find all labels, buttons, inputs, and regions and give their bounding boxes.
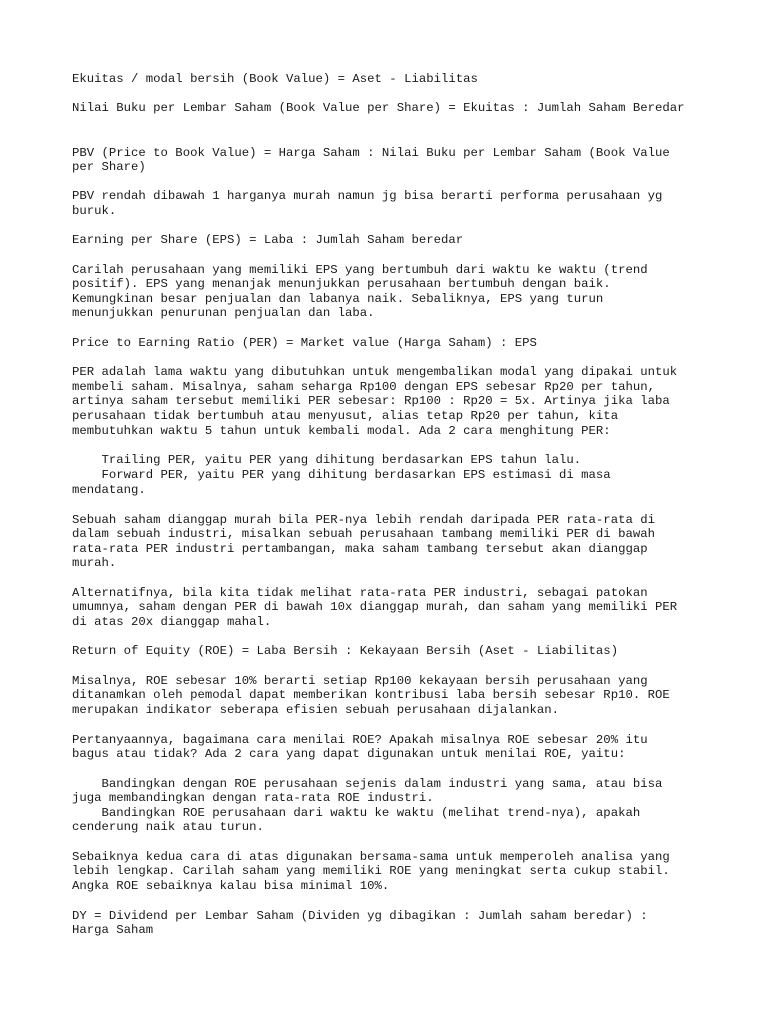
text-line: Earning per Share (EPS) = Laba : Jumlah Saham beredar: [72, 233, 464, 247]
text-line: per Share): [72, 160, 146, 174]
text-line: Harga Saham: [72, 923, 154, 937]
text-line: umumnya, saham dengan PER di bawah 10x dianggap murah, dan saham yang memiliki PER: [72, 600, 678, 614]
text-line: PBV rendah dibawah 1 harganya murah namun jg bisa berarti performa perusahaan yg: [72, 189, 663, 203]
text-line: Misalnya, ROE sebesar 10% berarti setiap Rp100 kekayaan bersih perusahaan yang: [72, 674, 648, 688]
text-line: Bandingkan dengan ROE perusahaan sejenis dalam industri yang sama, atau bisa: [72, 777, 663, 791]
text-line: di atas 20x dianggap mahal.: [72, 615, 272, 629]
text-line: Carilah perusahaan yang memiliki EPS yang bertumbuh dari waktu ke waktu (trend: [72, 263, 648, 277]
text-line: Trailing PER, yaitu PER yang dihitung berdasarkan EPS tahun lalu.: [72, 453, 582, 467]
text-line: PER adalah lama waktu yang dibutuhkan untuk mengembalikan modal yang dipakai untuk: [72, 365, 678, 379]
text-line: membutuhkan waktu 5 tahun untuk kembali modal. Ada 2 cara menghitung PER:: [72, 424, 611, 438]
text-line: Angka ROE sebaiknya kalau bisa minimal 10%.: [72, 879, 390, 893]
text-line: merupakan indikator seberapa efisien sebuah perusahaan dijalankan.: [72, 703, 560, 717]
text-line: Pertanyaannya, bagaimana cara menilai ROE? Apakah misalnya ROE sebesar 20% itu: [72, 733, 648, 747]
text-line: menunjukkan penurunan penjualan dan laba.: [72, 306, 375, 320]
text-line: rata-rata PER industri pertambangan, maka saham tambang tersebut akan dianggap: [72, 542, 648, 556]
text-line: Nilai Buku per Lembar Saham (Book Value per Share) = Ekuitas : Jumlah Saham Beredar: [72, 101, 685, 115]
text-line: cenderung naik atau turun.: [72, 820, 264, 834]
text-line: Ekuitas / modal bersih (Book Value) = Aset - Liabilitas: [72, 72, 478, 86]
text-line: ditanamkan oleh pemodal dapat memberikan kontribusi laba bersih sebesar Rp10. ROE: [72, 688, 670, 702]
text-line: perusahaan tidak bertumbuh atau menyusut, alias tetap Rp20 per tahun, kita: [72, 409, 619, 423]
text-line: buruk.: [72, 204, 117, 218]
text-line: lebih lengkap. Carilah saham yang memiliki ROE yang meningkat serta cukup stabil.: [72, 864, 670, 878]
text-line: DY = Dividend per Lembar Saham (Dividen yg dibagikan : Jumlah saham beredar) :: [72, 909, 648, 923]
text-line: Kemungkinan besar penjualan dan labanya naik. Sebaliknya, EPS yang turun: [72, 292, 604, 306]
text-line: Price to Earning Ratio (PER) = Market value (Harga Saham) : EPS: [72, 336, 537, 350]
text-line: Sebaiknya kedua cara di atas digunakan bersama-sama untuk memperoleh analisa yang: [72, 850, 670, 864]
text-line: Bandingkan ROE perusahaan dari waktu ke waktu (melihat trend-nya), apakah: [72, 806, 641, 820]
text-line: murah.: [72, 556, 117, 570]
text-line: artinya saham tersebut memiliki PER sebesar: Rp100 : Rp20 = 5x. Artinya jika laba: [72, 394, 670, 408]
text-line: PBV (Price to Book Value) = Harga Saham : Nilai Buku per Lembar Saham (Book Value: [72, 146, 670, 160]
text-line: Alternatifnya, bila kita tidak melihat rata-rata PER industri, sebagai patokan: [72, 586, 648, 600]
text-line: Return of Equity (ROE) = Laba Bersih : Kekayaan Bersih (Aset - Liabilitas): [72, 644, 619, 658]
text-line: mendatang.: [72, 483, 146, 497]
text-line: Forward PER, yaitu PER yang dihitung berdasarkan EPS estimasi di masa: [72, 468, 611, 482]
text-line: juga membandingkan dengan rata-rata ROE industri.: [72, 791, 434, 805]
text-line: dalam sebuah industri, misalkan sebuah perusahaan tambang memiliki PER di bawah: [72, 527, 655, 541]
text-line: positif). EPS yang menanjak menunjukkan perusahaan bertumbuh dengan baik.: [72, 277, 611, 291]
text-line: Sebuah saham dianggap murah bila PER-nya lebih rendah daripada PER rata-rata di: [72, 513, 655, 527]
text-line: membeli saham. Misalnya, saham seharga Rp100 dengan EPS sebesar Rp20 per tahun,: [72, 380, 655, 394]
text-line: bagus atau tidak? Ada 2 cara yang dapat digunakan untuk menilai ROE, yaitu:: [72, 747, 626, 761]
